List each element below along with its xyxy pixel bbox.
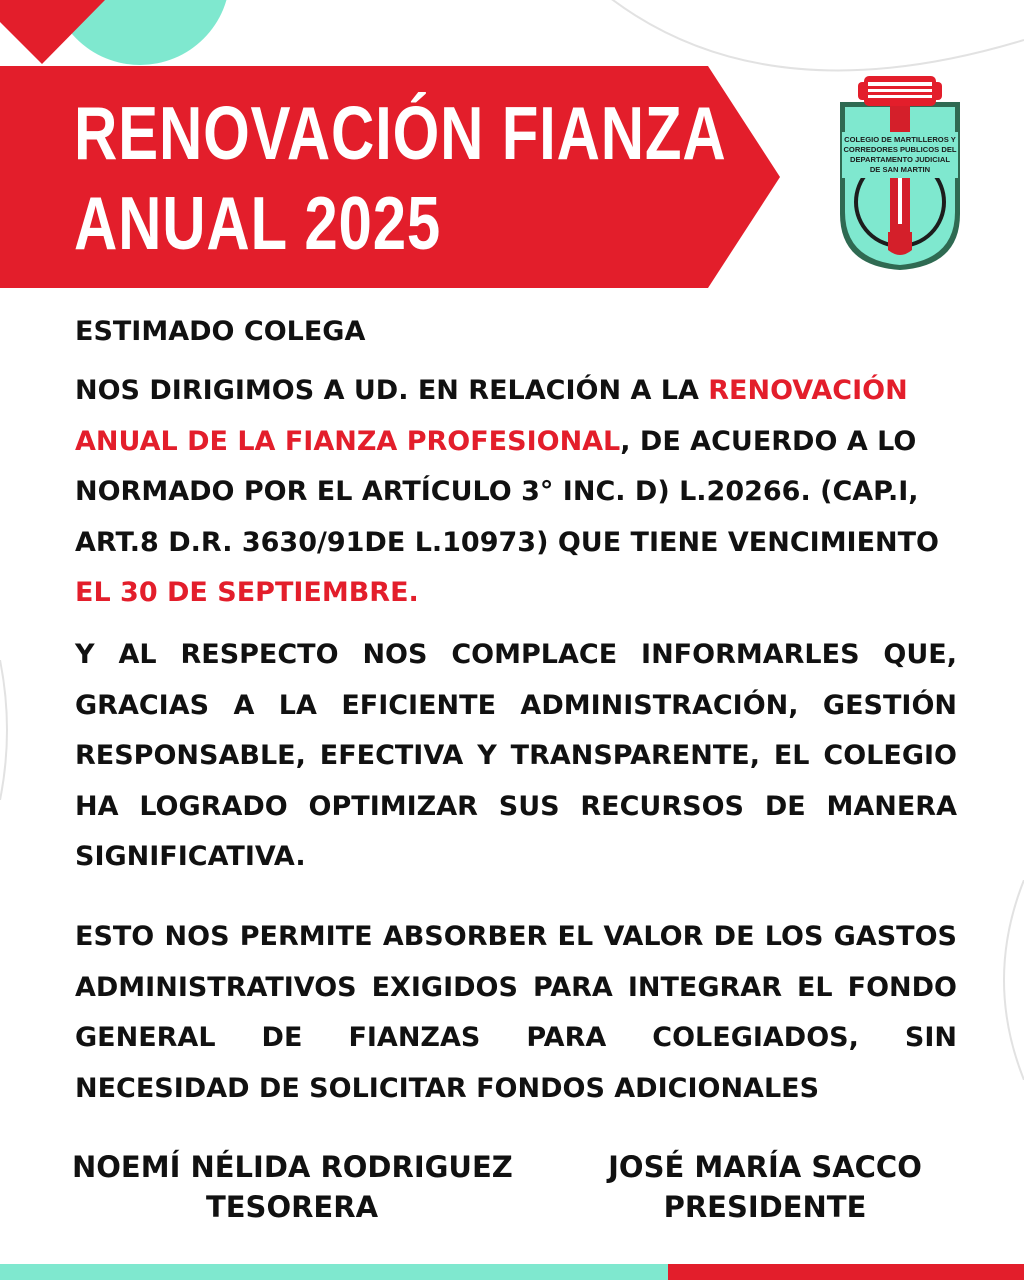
logo-text-line-2: CORREDORES PUBLICOS DEL	[843, 145, 957, 154]
right-arc-decoration	[994, 880, 1024, 1080]
deadline-date: EL 30 DE SEPTIEMBRE.	[75, 577, 419, 608]
title-line-1: RENOVACIÓN FIANZA	[74, 91, 727, 175]
signature-name: NOEMÍ NÉLIDA RODRIGUEZ	[72, 1150, 513, 1184]
logo-text-line-3: DEPARTAMENTO JUDICIAL	[850, 155, 950, 164]
colegio-shield-logo	[832, 74, 968, 272]
left-arc-decoration	[0, 660, 14, 800]
bottom-bar-red	[668, 1264, 1024, 1280]
title-line-2: ANUAL 2025	[74, 181, 442, 265]
signature-role: TESORERA	[205, 1190, 379, 1224]
top-left-decoration	[0, 0, 230, 70]
greeting: ESTIMADO COLEGA	[75, 316, 366, 347]
paragraph-1-body: , DE ACUERDO A LO NORMADO POR EL ARTÍCULO 3° INC. D) L.20266. (CAP.I, ART.8 D.R. 3630/91DE L.10973) QUE TIENE VENCIMIENTO	[75, 425, 940, 558]
paragraph-1-highlight: RENOVACIÓN ANUAL DE LA FIANZA PROFESIONAL	[75, 375, 908, 457]
signature-treasurer	[72, 1147, 512, 1227]
paragraph-3: ESTO NOS PERMITE ABSORBER EL VALOR DE LOS GASTOS ADMINISTRATIVOS EXIGIDOS PARA INTEGRAR EL FONDO GENERAL DE FIANZAS PARA COLEGIADOS, SIN NECESIDAD DE SOLICITAR FONDOS ADICIONALES	[75, 921, 957, 1104]
paragraph-1-intro: NOS DIRIGIMOS A UD. EN RELACIÓN A LA	[75, 375, 709, 406]
bottom-bar-mint	[0, 1264, 668, 1280]
paragraph-2: Y AL RESPECTO NOS COMPLACE INFORMARLES QUE, GRACIAS A LA EFICIENTE ADMINISTRACIÓN, GESTIÓN RESPONSABLE, EFECTIVA Y TRANSPARENTE, EL COLEGIO HA LOGRADO OPTIMIZAR SUS RECURSOS DE MANERA SIGNIFICATIVA.	[75, 639, 957, 872]
signature-president	[575, 1147, 955, 1227]
logo-text-line-1: COLEGIO DE MARTILLEROS Y	[844, 135, 956, 144]
logo-text-line-4: DE SAN MARTIN	[869, 165, 931, 174]
page-title	[74, 88, 726, 268]
signature-name: JOSÉ MARÍA SACCO	[608, 1150, 922, 1184]
signature-role: PRESIDENTE	[663, 1190, 867, 1224]
paragraph-1	[75, 366, 957, 619]
